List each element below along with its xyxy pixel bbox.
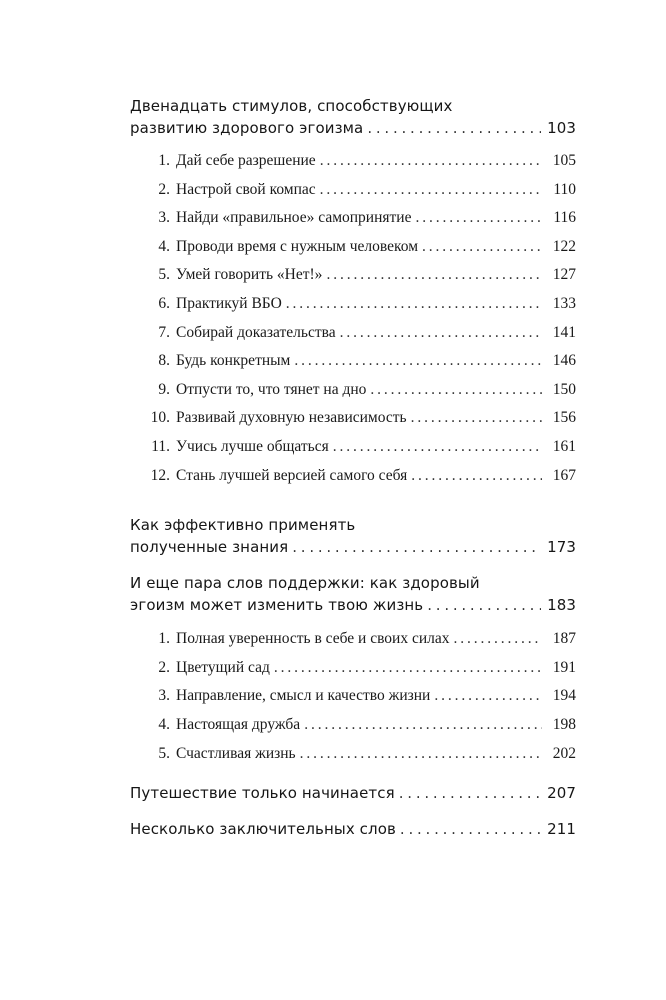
dot-leader [326, 261, 542, 290]
page-number: 116 [553, 209, 576, 227]
toc-section [130, 95, 576, 139]
page-number: 146 [552, 352, 576, 370]
toc-item[interactable] [130, 204, 576, 233]
item-number: 3. [158, 209, 170, 227]
toc-item[interactable] [130, 625, 576, 654]
item-number: 2. [158, 658, 170, 676]
item-number: 12. [150, 466, 170, 484]
section-title-line2: развитию здорового эгоизма [130, 119, 364, 137]
section-title-line1: Как эффективно применять [130, 516, 356, 535]
section-title-line1: Двенадцать стимулов, способствующих [130, 97, 453, 115]
toc-item[interactable] [130, 319, 576, 348]
toc-item[interactable] [130, 654, 576, 683]
dot-leader [370, 376, 542, 405]
item-number: 7. [158, 323, 170, 341]
toc-item[interactable] [130, 433, 576, 462]
toc-item[interactable] [130, 404, 576, 433]
item-label: Будь конкретным [176, 352, 291, 370]
page-number: 198 [552, 715, 576, 733]
dot-leader [333, 433, 542, 462]
item-label: Полная уверенность в себе и своих силах [176, 630, 450, 648]
page-number: 187 [552, 630, 576, 648]
item-number: 8. [158, 352, 170, 370]
dot-leader [340, 319, 542, 348]
item-number: 9. [158, 380, 170, 398]
item-label: Учись лучше общаться [176, 437, 329, 455]
dot-leader [320, 176, 542, 205]
dot-leader [399, 782, 541, 804]
section-entry[interactable] [130, 782, 576, 804]
item-label: Настоящая дружба [176, 715, 301, 733]
dot-leader [367, 117, 541, 139]
toc-item[interactable] [130, 711, 576, 740]
page-number: 127 [552, 266, 576, 284]
toc-item[interactable] [130, 176, 576, 205]
item-number: 11. [151, 437, 170, 455]
toc-item[interactable] [130, 462, 576, 491]
toc-item[interactable] [130, 261, 576, 290]
dot-leader [454, 625, 542, 654]
item-number: 5. [158, 266, 170, 284]
item-number: 10. [150, 409, 170, 427]
page-number: 122 [552, 237, 576, 255]
page-number: 161 [552, 437, 576, 455]
page-number: 207 [547, 784, 576, 803]
page-number: 133 [552, 294, 576, 312]
dot-leader [434, 682, 542, 711]
dot-leader [300, 740, 542, 769]
page-number: 183 [547, 596, 576, 615]
page-number: 211 [547, 820, 576, 839]
section-entry[interactable] [130, 594, 576, 616]
section-title-line2: эгоизм может изменить твою жизнь [130, 596, 424, 615]
toc-section [130, 514, 576, 558]
page-number: 156 [552, 409, 576, 427]
item-number: 1. [158, 152, 170, 169]
dot-leader [294, 347, 542, 376]
toc-item[interactable] [130, 740, 576, 769]
toc-section [130, 782, 576, 804]
item-label: Собирай доказательства [176, 323, 336, 341]
item-label: Счастливая жизнь [176, 744, 296, 762]
page-number: 110 [553, 180, 576, 198]
section-title-line1: И еще пара слов поддержки: как здоровый [130, 574, 480, 593]
dot-leader [411, 404, 542, 433]
toc-section [130, 572, 576, 616]
page-number: 202 [552, 744, 576, 762]
dot-leader [400, 818, 541, 840]
item-label: Отпусти то, что тянет на дно [176, 380, 367, 398]
page-number: 150 [552, 380, 576, 398]
section-title: Несколько заключительных слов [130, 820, 396, 839]
toc-item[interactable] [130, 290, 576, 319]
dot-leader [415, 204, 542, 233]
toc-section [130, 818, 576, 840]
dot-leader [422, 233, 542, 262]
item-label: Развивай духовную независимость [176, 409, 407, 427]
item-number: 3. [158, 687, 170, 705]
dot-leader [427, 594, 541, 616]
item-label: Умей говорить «Нет!» [176, 266, 323, 284]
section-entry[interactable] [130, 117, 576, 139]
item-label: Направление, смысл и качество жизни [176, 687, 431, 705]
section-title: Путешествие только начинается [130, 784, 395, 803]
page-number: 105 [552, 152, 576, 169]
page-number: 173 [547, 538, 576, 557]
page-number: 141 [552, 323, 576, 341]
dot-leader [286, 290, 542, 319]
toc-item[interactable] [130, 682, 576, 711]
item-number: 1. [158, 630, 170, 648]
item-label: Настрой свой компас [176, 180, 316, 198]
dot-leader [274, 654, 542, 683]
item-label: Проводи время с нужным человеком [176, 237, 418, 255]
page-number: 194 [552, 687, 576, 705]
dot-leader [292, 536, 541, 558]
toc-item[interactable] [130, 233, 576, 262]
page-number: 103 [547, 119, 576, 137]
item-number: 2. [158, 180, 170, 198]
item-number: 5. [158, 744, 170, 762]
dot-leader [304, 711, 542, 740]
dot-leader [411, 462, 542, 491]
item-label: Практикуй ВБО [176, 294, 282, 312]
item-number: 4. [158, 237, 170, 255]
table-of-contents [130, 95, 576, 840]
toc-item[interactable] [130, 376, 576, 405]
item-label: Стань лучшей версией самого себя [176, 466, 408, 484]
toc-item[interactable] [130, 347, 576, 376]
item-label: Дай себе разрешение [176, 152, 316, 169]
section-entry[interactable] [130, 536, 576, 558]
item-label: Найди «правильное» самопринятие [176, 209, 412, 227]
item-number: 6. [158, 294, 170, 312]
toc-item[interactable] [130, 147, 576, 176]
section-entry[interactable] [130, 818, 576, 840]
page-number: 191 [552, 658, 576, 676]
dot-leader [320, 147, 542, 176]
item-label: Цветущий сад [176, 658, 270, 676]
section-title-line2: полученные знания [130, 538, 289, 557]
page-number: 167 [552, 466, 576, 484]
item-number: 4. [158, 715, 170, 733]
